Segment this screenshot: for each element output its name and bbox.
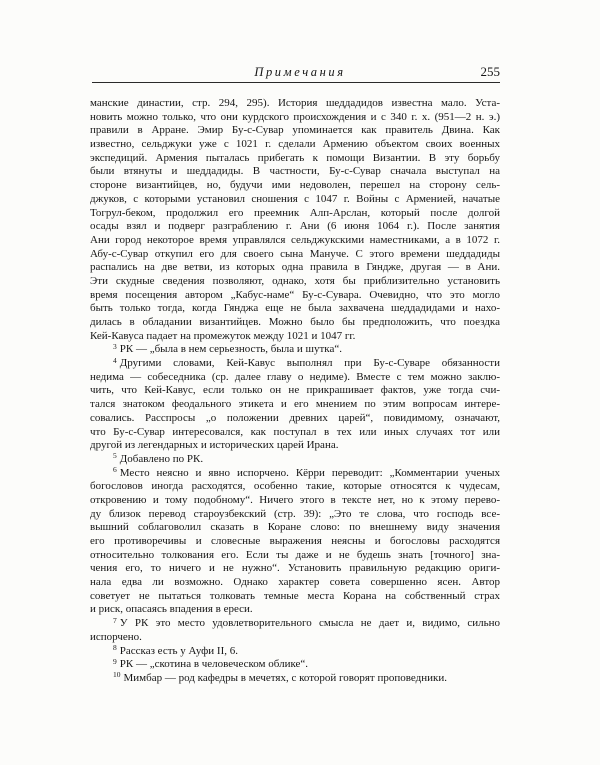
footnote-line [90,617,500,631]
footnote-5 [90,453,500,467]
footnote-line [90,467,500,481]
footnote-text: Другими словами, Кей-Кавус выполнял при Бу-с-Суваре обязанности [119,357,500,370]
text-block [90,97,500,686]
text-line: правили в Арране. Эмир Бу-с-Сувар упоминается как правитель Двина. Как [90,124,500,137]
text-line: известно, сельджуки уже с 1021 г. сделали Армению объектом своих военных [90,138,500,151]
footnote-number: 5 [113,451,117,461]
footnote-line [90,343,500,357]
footnote-3 [90,343,500,357]
footnote-line: совались. Расспросы „о положении древних царей“, повидимому, означают, [90,411,500,424]
text-line: экспедиций. Армения пыталась прибегать к помощи Византии. В эту борьбу [90,151,500,164]
footnote-line: чения его, то ничего и не нужно“. Установить правильную редакцию ориги- [90,562,500,575]
page-number: 255 [480,64,500,79]
running-head [90,64,500,80]
running-title: Примечания [254,65,346,79]
footnote-8 [90,645,500,659]
footnote-number: 6 [113,465,117,475]
footnote-line: другой из легендарных и исторических царей Ирана. [90,439,339,452]
main-paragraph [90,97,500,343]
text-line: дилась в обладании византийцев. Можно было бы предположить, что поездка [90,316,500,328]
text-line: Кей-Кавуса падает на промежуток между 1021 и 1047 гг. [90,329,356,342]
text-line: новить можно только, что они курдского происхождения и с 340 г. х. (951—2 н. э.) [90,110,500,123]
footnote-4 [90,357,500,453]
footnote-line: чить, что Кей-Кавус, если только он не прикрашивает фактов, уже тогда счи- [90,384,500,397]
header-rule [92,82,500,83]
footnote-text: Место неясно и явно испорчено. Кёрри переводит: „Комментарии ученых [119,466,500,479]
text-line: осады взял и подверг разграблению г. Ани (6 июня 1064 г.). После занятия [90,220,500,233]
footnote-text: РК — „скотина в человеческом облике“. [119,658,309,671]
footnote-line [90,357,500,371]
footnote-line: его противоречивы и словесные выражения неясны и богословы расходятся [90,535,500,547]
footnote-line: советует не пытаться толковать темные места Корана на собственный страх [90,589,500,602]
text-line: время посещения автором „Кабус-наме“ Бу-с-Сувара. Очевидно, что это могло [90,288,500,301]
footnote-line: испорчено. [90,630,142,643]
footnote-number: 8 [113,643,117,652]
footnote-line: ду близок перевод староузбекский (стр. 39): „Это те слова, что господь все- [90,507,500,520]
text-line: стороне византийцев, но, будучи ими недоволен, перешел на сторону сель- [90,179,500,192]
text-line: Абу-с-Сувар откупил его для своего сына Мануче. С этого времени шеддадиды [90,247,500,260]
footnote-9 [90,658,500,672]
text-line: распались на две ветви, из которых одна правила в Гяндже, другая — в Ани. [90,261,500,274]
text-line: джуков, с которыми установил сношения с 1047 г. Войны с Арменией, начатые [90,192,500,205]
footnote-line: недима — собеседника (ср. далее главу о недиме). Вместе с тем можно заклю- [90,370,500,383]
footnote-line: богословов иногда расходятся, особенно такие, которые относятся к чудесам, [90,480,500,493]
footnote-line: относительно толкования его. Если ты даже и не будешь знать [точного] зна- [90,548,500,561]
text-line: манские династии, стр. 294, 295). История шеддадидов известна мало. Уста- [90,97,500,109]
text-line: быть только тогда, когда Гянджа еще не была захвачена шеддадидами и нахо- [90,302,500,315]
text-line: Ани город некоторое время управлялся сельджукскими наместниками, а в 1072 г. [90,233,500,246]
footnote-text: Мимбар — род кафедры в мечетях, с которой говорят проповедники. [123,671,447,684]
text-line: Эти скудные сведения позволяют, однако, хотя бы приблизительно установить [90,274,500,287]
footnote-line: и риск, опасаясь впадения в ереси. [90,603,253,616]
footnote-line: нала едва ли возможно. Однако характер совета совершенно ясен. Автор [90,576,500,589]
footnote-text: РК — „была в нем серьезность, была и шутка“. [119,343,342,356]
text-line: Тогрул-беком, продолжил его преемник Алп-Арслан, который после долгой [90,206,500,219]
text-line: были втянуты и шеддадиды. В частности, Бу-с-Сувар сначала выступал на [90,165,500,178]
footnote-6 [90,467,500,618]
footnote-number: 7 [113,615,117,625]
footnote-7 [90,617,500,644]
footnote-number: 3 [113,341,117,351]
footnote-text: Добавлено по РК. [119,452,204,465]
footnote-number: 4 [113,355,117,365]
footnote-line: что Бу-с-Сувар интересовался, как поступал в тех или иных случаях тот или [90,425,500,438]
footnote-text: У РК это место удовлетворительного смысла не дает и, видимо, сильно [119,617,500,630]
footnote-number: 10 [113,670,121,680]
footnote-line [90,645,500,659]
footnote-10 [90,672,500,686]
footnote-line [90,672,500,686]
footnote-text: Рассказ есть у Ауфи II, 6. [119,644,238,657]
footnote-line: тался знатоком феодального этикета и его мнением по этим вопросам интере- [90,398,500,411]
footnote-number: 9 [113,656,117,666]
footnote-line: вышний соблаговолил сказать в Коране слово: по внешнему виду значения [90,521,500,534]
footnote-line [90,658,500,672]
footnote-line: откровению и тому подобному“. Ничего этого в тексте нет, но к этому перево- [90,493,500,506]
footnote-line [90,453,500,467]
